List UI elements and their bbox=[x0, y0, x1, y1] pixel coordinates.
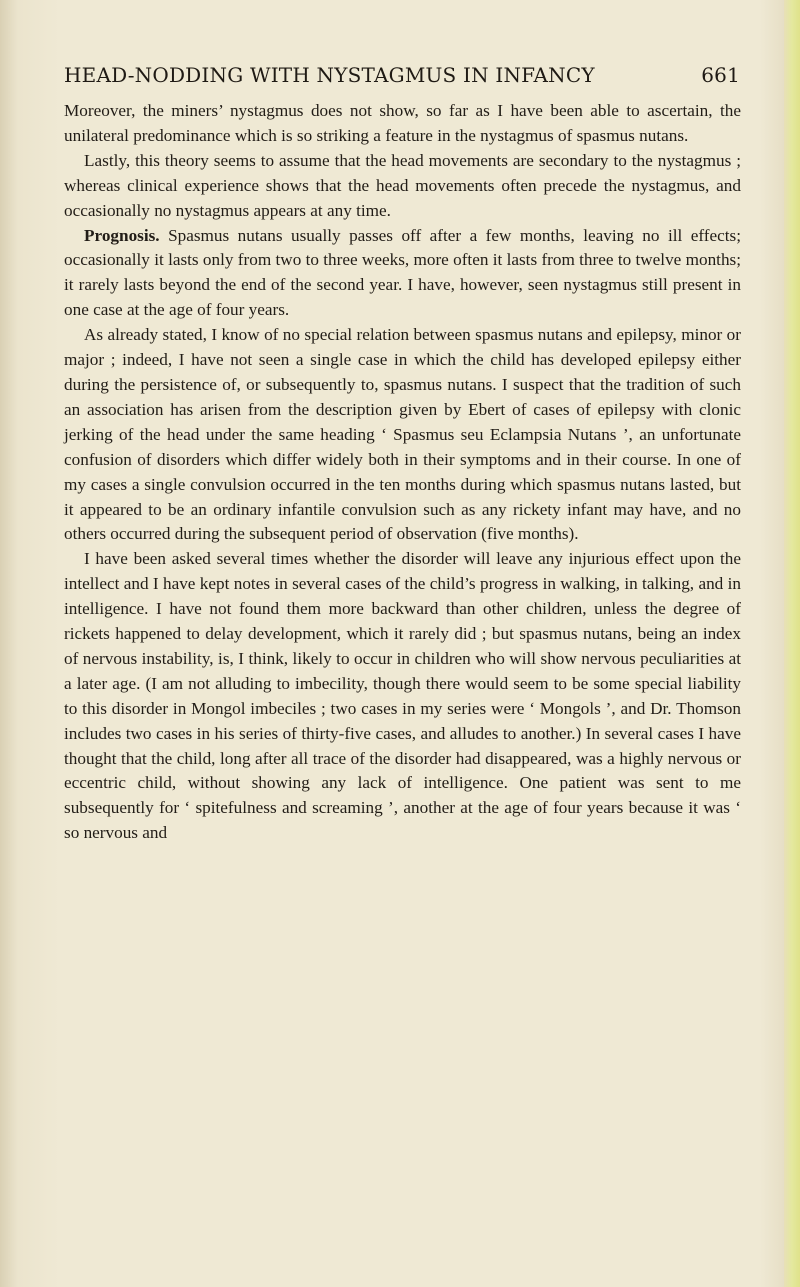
section-heading-prognosis: Prognosis. bbox=[84, 225, 160, 245]
paragraph-epilepsy: As already stated, I know of no special relation between spasmus nutans and epilepsy, minor or major ; indeed, I have not seen a single case in which the child has developed epilepsy either during the persistence of, or subsequently to, spasmus nutans. I suspect that the tradition of such an association has arisen from the description given by Ebert of cases of epilepsy with clonic jerking of the head under the same heading ‘ Spasmus seu Eclampsia Nutans ’, an unfortunate confusion of disorders which differ widely both in their symptoms and in their course. In one of my cases a single convulsion occurred in the ten months during which spasmus nutans lasted, but it appeared to be an ordinary infantile convulsion such as any rickety infant may have, and no others occurred during the subsequent period of observation (five months). bbox=[64, 325, 741, 544]
body-text bbox=[64, 99, 741, 846]
paragraph-lastly: Lastly, this theory seems to assume that the head movements are secondary to the nystagmus ; whereas clinical experience shows that the head movements often precede the nystagmus, and occasionally no nystagmus appears at any time. bbox=[64, 150, 741, 220]
page-binding-edge bbox=[784, 0, 800, 1287]
page-number: 661 bbox=[701, 63, 740, 87]
paragraph-miners-nystagmus: Moreover, the miners’ nystagmus does not show, so far as I have been able to ascertain, the unilateral predominance which is so striking a feature in the nystagmus of spasmus nutans. bbox=[64, 101, 741, 145]
running-title: HEAD-NODDING WITH NYSTAGMUS IN INFANCY bbox=[64, 63, 595, 87]
paragraph-prognosis: Prognosis. Spasmus nutans usually passes off after a few months, leaving no ill effects; occasionally it lasts only from two to three weeks, more often it lasts from three to twelve months; it rarely lasts beyond the end of the second year. I have, however, seen nystagmus still present in one case at the age of four years. bbox=[64, 225, 741, 320]
paragraph-intellect: I have been asked several times whether the disorder will leave any injurious effect upon the intellect and I have kept notes in several cases of the child’s progress in walking, in talking, and in intelligence. I have not found them more backward than other children, unless the degree of rickets happened to delay development, which it rarely did ; but spasmus nutans, being an index of nervous instability, is, I think, likely to occur in children who will show nervous peculiarities at a later age. (I am not alluding to imbecility, though there would seem to be some special liability to this disorder in Mongol imbeciles ; two cases in my series were ‘ Mongols ’, and Dr. Thomson includes two cases in his series of thirty-five cases, and alludes to another.) In several cases I have thought that the child, long after all trace of the disorder had disappeared, was a highly nervous or eccentric child, without showing any lack of intelligence. One patient was sent to me subsequently for ‘ spitefulness and screaming ’, another at the age of four years because it was ‘ so nervous and bbox=[64, 549, 741, 843]
